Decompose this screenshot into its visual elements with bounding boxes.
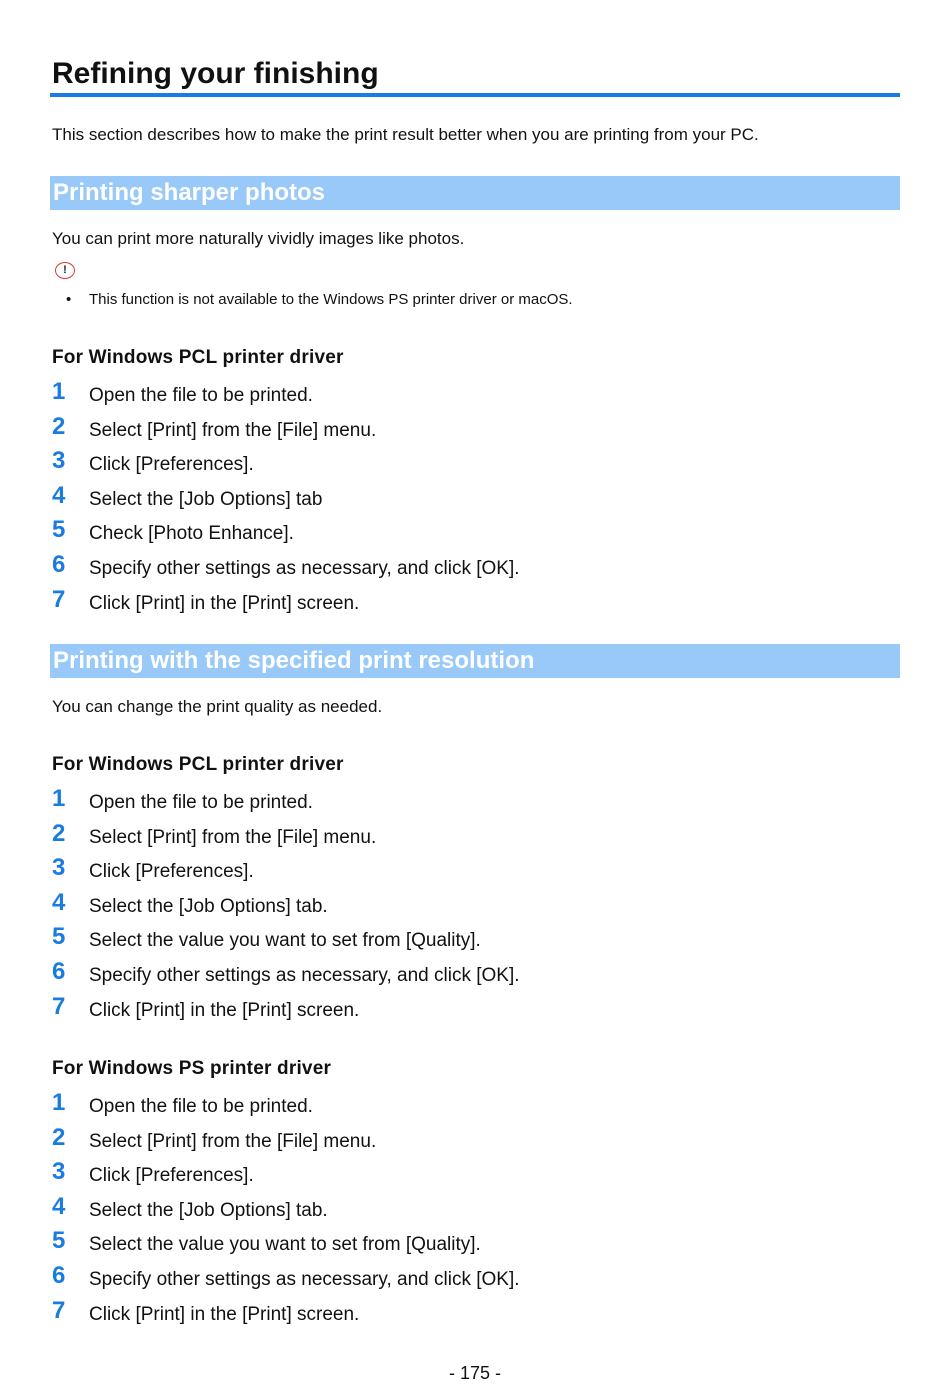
step-number: 4 bbox=[52, 1192, 66, 1220]
step-item bbox=[0, 888, 950, 930]
step-item bbox=[0, 550, 950, 592]
step-item bbox=[0, 1089, 950, 1130]
step-text: Open the file to be printed. bbox=[89, 1096, 313, 1117]
step-number: 7 bbox=[52, 992, 66, 1020]
step-number: 5 bbox=[52, 1227, 66, 1255]
step-item bbox=[0, 957, 950, 999]
step-number: 5 bbox=[52, 516, 66, 544]
step-text: Select the [Job Options] tab. bbox=[89, 895, 328, 917]
step-item bbox=[0, 481, 950, 523]
intro-paragraph: This section describes how to make the print result better when you are printing from your PC. bbox=[52, 125, 759, 144]
step-text: Click [Preferences]. bbox=[89, 1165, 254, 1187]
step-number: 7 bbox=[52, 1296, 66, 1324]
step-item bbox=[0, 585, 950, 627]
step-item bbox=[0, 1227, 950, 1268]
page-number: - 175 - bbox=[448, 1363, 502, 1383]
step-text: Specify other settings as necessary, and click [OK]. bbox=[89, 557, 520, 579]
steps-list-sharper-photos bbox=[0, 378, 950, 626]
step-item bbox=[0, 819, 950, 861]
page-title: Refining your finishing bbox=[52, 57, 379, 90]
step-item bbox=[0, 992, 950, 1034]
title-divider bbox=[50, 93, 900, 97]
step-text: Select the value you want to set from [Quality]. bbox=[89, 930, 481, 952]
step-text: Specify other settings as necessary, and click [OK]. bbox=[89, 964, 520, 986]
step-number: 3 bbox=[52, 447, 66, 475]
step-number: 4 bbox=[52, 481, 66, 509]
section-heading-sharper-photos bbox=[50, 176, 900, 210]
step-number: 2 bbox=[52, 1123, 66, 1151]
step-number: 6 bbox=[52, 550, 66, 578]
note-bullet: • bbox=[66, 291, 72, 308]
subheading-pcl-driver: For Windows PCL printer driver bbox=[52, 347, 344, 368]
step-text: Click [Print] in the [Print] screen. bbox=[89, 592, 360, 614]
step-number: 7 bbox=[52, 585, 66, 613]
step-item bbox=[0, 378, 950, 419]
steps-list-ps-resolution bbox=[0, 1089, 950, 1337]
step-number: 4 bbox=[52, 888, 66, 916]
step-number: 2 bbox=[52, 819, 66, 847]
step-text: Select the value you want to set from [Quality]. bbox=[89, 1234, 481, 1256]
step-number: 2 bbox=[52, 412, 66, 440]
step-number: 1 bbox=[52, 1089, 66, 1116]
step-text: Select [Print] from the [File] menu. bbox=[89, 1130, 377, 1152]
step-item bbox=[0, 1123, 950, 1165]
subheading-pcl-driver: For Windows PCL printer driver bbox=[52, 754, 344, 775]
step-text: Open the file to be printed. bbox=[89, 792, 313, 813]
step-text: Click [Print] in the [Print] screen. bbox=[89, 999, 360, 1021]
step-item bbox=[0, 1296, 950, 1338]
step-item bbox=[0, 447, 950, 488]
section-heading-print-resolution bbox=[50, 644, 900, 678]
steps-list-pcl-resolution bbox=[0, 785, 950, 1033]
step-item bbox=[0, 1261, 950, 1303]
step-number: 1 bbox=[52, 378, 66, 405]
subheading-ps-driver: For Windows PS printer driver bbox=[52, 1058, 332, 1079]
step-text: Specify other settings as necessary, and click [OK]. bbox=[89, 1268, 520, 1290]
step-text: Select the [Job Options] tab. bbox=[89, 1199, 328, 1221]
step-number: 6 bbox=[52, 957, 66, 985]
step-number: 3 bbox=[52, 1158, 66, 1186]
step-text: Click [Print] in the [Print] screen. bbox=[89, 1303, 360, 1325]
step-text: Select the [Job Options] tab bbox=[89, 488, 323, 510]
note-text: This function is not available to the Windows PS printer driver or macOS. bbox=[89, 291, 573, 308]
section-heading-text: Printing with the specified print resolution bbox=[53, 647, 535, 674]
step-number: 6 bbox=[52, 1261, 66, 1289]
step-item bbox=[0, 1192, 950, 1234]
step-item bbox=[0, 854, 950, 895]
section1-description: You can print more naturally vividly images like photos. bbox=[52, 229, 465, 248]
step-number: 5 bbox=[52, 923, 66, 951]
step-item bbox=[0, 785, 950, 826]
step-item bbox=[0, 923, 950, 964]
step-text: Click [Preferences]. bbox=[89, 861, 254, 883]
section2-description: You can change the print quality as needed. bbox=[52, 697, 383, 716]
step-text: Open the file to be printed. bbox=[89, 385, 313, 406]
step-text: Select [Print] from the [File] menu. bbox=[89, 826, 377, 848]
step-text: Select [Print] from the [File] menu. bbox=[89, 419, 377, 441]
section-heading-text: Printing sharper photos bbox=[53, 179, 326, 206]
caution-icon: ! bbox=[55, 262, 75, 279]
step-item bbox=[0, 1158, 950, 1199]
step-item bbox=[0, 516, 950, 557]
step-text: Click [Preferences]. bbox=[89, 454, 254, 476]
step-number: 1 bbox=[52, 785, 66, 812]
step-text: Check [Photo Enhance]. bbox=[89, 523, 294, 545]
step-item bbox=[0, 412, 950, 454]
step-number: 3 bbox=[52, 854, 66, 882]
